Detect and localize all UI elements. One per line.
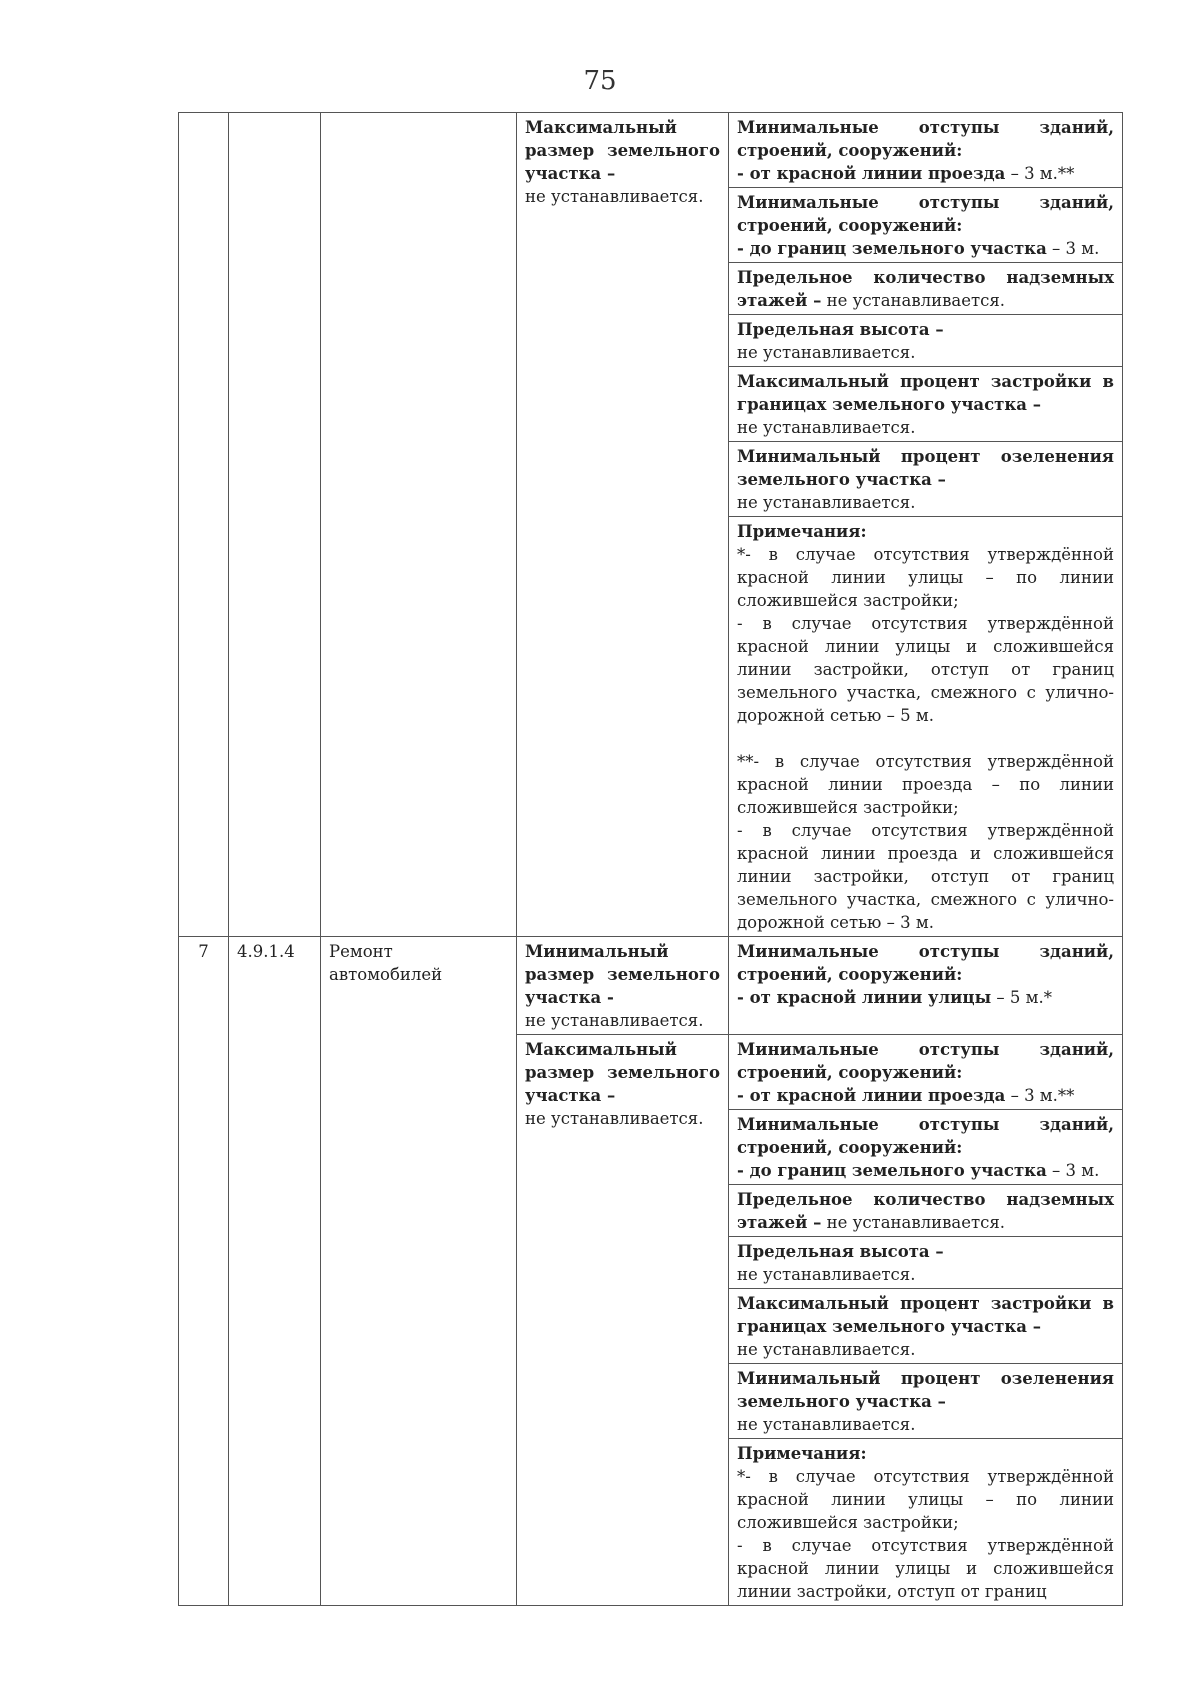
min-size-cell [517,937,729,1035]
notes-cell [729,1439,1123,1606]
param-label: Минимальные отступы зданий, строений, сооружений: [737,1115,1114,1157]
notes-paragraph: **- в случае отсутствия утверждённой красной линии проезда – по линии сложившейся застройки; [737,752,1114,817]
notes-paragraph: - в случае отсутствия утверждённой красной линии проезда и сложившейся линии застройки, отступ от границ земельного участка, смежного с улично-дорожной сетью – 3 м. [737,821,1114,932]
param-cell [729,1185,1123,1237]
param-value: не устанавливается. [821,1213,1006,1232]
page-number: 75 [583,66,617,96]
param-cell [729,263,1123,315]
max-size-value: не устанавливается. [525,187,704,206]
param-label: Минимальный процент озеленения земельного участка – [737,447,1114,489]
param-label: Минимальные отступы зданий, строений, сооружений: [737,193,1114,235]
param-value: не устанавливается. [737,343,916,362]
max-size-cell [517,1035,729,1606]
param-detail: - до границ земельного участка [737,239,1047,258]
notes-paragraph: - в случае отсутствия утверждённой красной линии улицы и сложившейся линии застройки, отступ от границ земельного участка, смежного с улично-дорожной сетью – 5 м. [737,614,1114,725]
param-label: Предельная высота – [737,320,944,339]
param-cell [729,1110,1123,1185]
param-label: Максимальный процент застройки в границах земельного участка – [737,372,1114,414]
table-row [179,937,1123,1035]
table-row [179,113,1123,188]
param-label: Минимальные отступы зданий, строений, сооружений: [737,942,1114,984]
param-value: не устанавливается. [737,1265,916,1284]
param-label: Предельное количество надземных этажей – [737,1190,1114,1232]
param-cell [729,1035,1123,1110]
param-cell [729,367,1123,442]
num-cell: 7 [179,937,229,1606]
max-size-label: Максимальный размер земельного участка – [525,118,720,183]
param-label: Минимальные отступы зданий, строений, сооружений: [737,118,1114,160]
param-cell [729,1237,1123,1289]
param-label: Минимальные отступы зданий, строений, сооружений: [737,1040,1114,1082]
num-cell [179,113,229,937]
param-cell [729,937,1123,1035]
param-value: не устанавливается. [821,291,1006,310]
param-value: не устанавливается. [737,493,916,512]
param-cell [729,188,1123,263]
code-cell [229,113,321,937]
notes-paragraph: *- в случае отсутствия утверждённой красной линии улицы – по линии сложившейся застройки; [737,545,1114,610]
min-size-label: Минимальный размер земельного участка - [525,942,720,1007]
param-value: – 3 м.** [1005,1086,1075,1105]
param-label: Предельная высота – [737,1242,944,1261]
param-value: не устанавливается. [737,1340,916,1359]
param-value: не устанавливается. [737,418,916,437]
param-value: не устанавливается. [737,1415,916,1434]
notes-paragraph: *- в случае отсутствия утверждённой красной линии улицы – по линии сложившейся застройки; [737,1467,1114,1532]
notes-paragraph: - в случае отсутствия утверждённой красной линии улицы и сложившейся линии застройки, отступ от границ [737,1536,1114,1601]
param-value: – 3 м.** [1005,164,1075,183]
notes-cell [729,517,1123,937]
name-cell: Ремонт автомобилей [321,937,517,1606]
param-value: – 5 м.* [991,988,1052,1007]
param-cell [729,1289,1123,1364]
param-detail: - от красной линии проезда [737,1086,1006,1105]
max-size-label: Максимальный размер земельного участка – [525,1040,720,1105]
param-cell [729,113,1123,188]
max-size-cell [517,113,729,937]
param-detail: - от красной линии улицы [737,988,992,1007]
param-label: Минимальный процент озеленения земельного участка – [737,1369,1114,1411]
code-cell: 4.9.1.4 [229,937,321,1606]
min-size-value: не устанавливается. [525,1011,704,1030]
param-label: Предельное количество надземных этажей – [737,268,1114,310]
param-cell [729,315,1123,367]
name-cell [321,113,517,937]
regulations-table [178,112,1123,1606]
param-detail: - до границ земельного участка [737,1161,1047,1180]
notes-title: Примечания: [737,1444,867,1463]
max-size-value: не устанавливается. [525,1109,704,1128]
param-value: – 3 м. [1046,1161,1100,1180]
param-detail: - от красной линии проезда [737,164,1006,183]
notes-title: Примечания: [737,522,867,541]
param-value: – 3 м. [1046,239,1100,258]
param-cell [729,1364,1123,1439]
param-cell [729,442,1123,517]
param-label: Максимальный процент застройки в границах земельного участка – [737,1294,1114,1336]
